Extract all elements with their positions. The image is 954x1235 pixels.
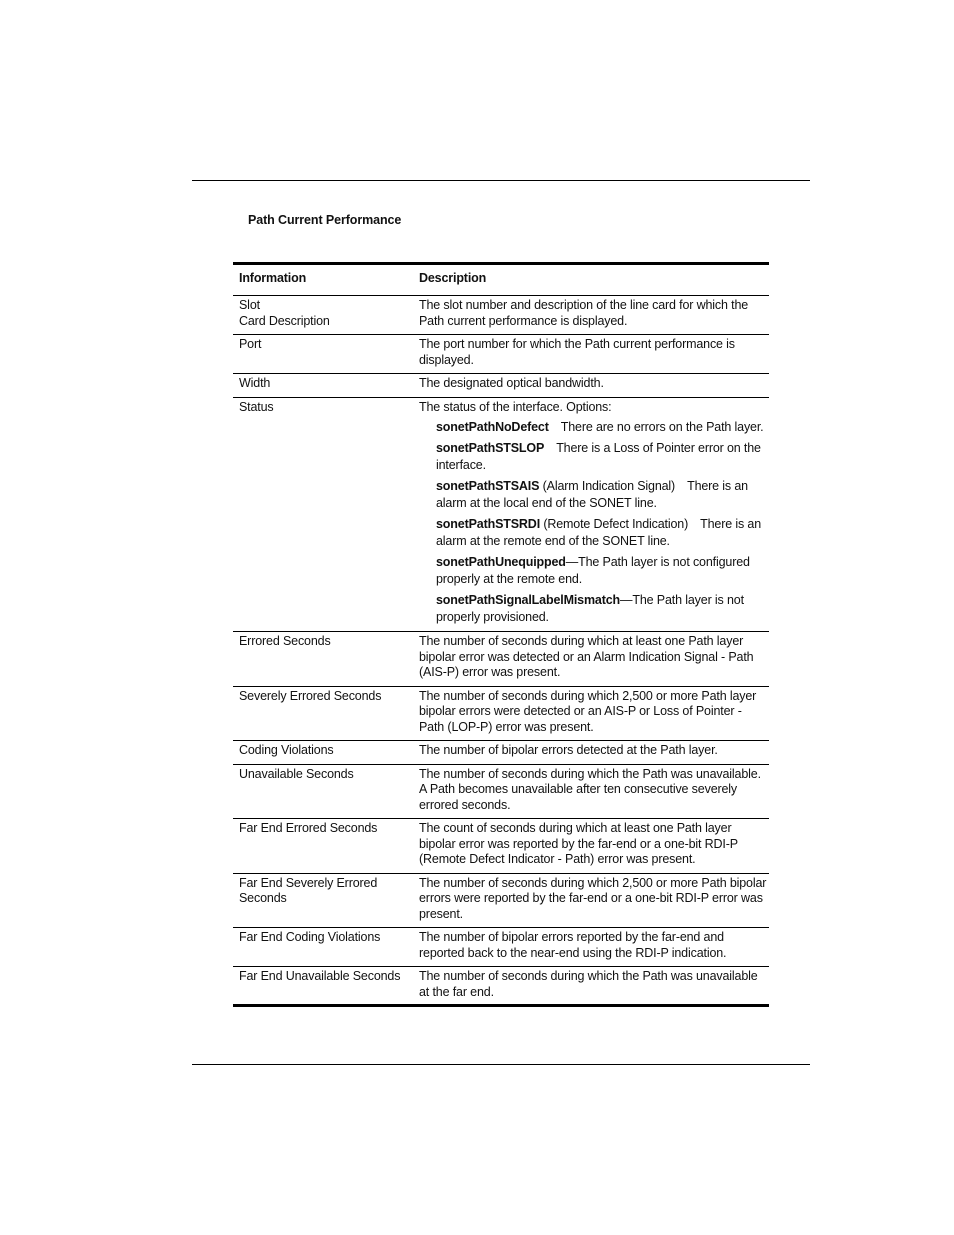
status-option-name: sonetPathSTSLOP (436, 441, 545, 455)
information-label: Far End Errored Seconds (239, 821, 378, 835)
description-cell (413, 632, 769, 687)
description-cell (413, 764, 769, 819)
description-cell (413, 296, 769, 335)
information-cell (233, 873, 413, 928)
table-row (233, 928, 769, 967)
information-label: Card Description (239, 313, 330, 328)
table-row (233, 741, 769, 765)
status-option (436, 478, 769, 512)
information-cell (233, 397, 413, 632)
table-header-row (233, 264, 769, 296)
information-label: Far End Unavailable Seconds (239, 969, 401, 983)
description-cell (413, 374, 769, 398)
description-text: The status of the interface. Options: (419, 399, 612, 414)
status-option (436, 419, 769, 436)
description-cell (413, 928, 769, 967)
information-cell (233, 764, 413, 819)
information-cell (233, 374, 413, 398)
description-text: The port number for which the Path current performance is displayed. (419, 337, 735, 367)
table-row (233, 686, 769, 741)
description-text: The number of bipolar errors reported by the far-end and reported back to the near-end using the RDI-P indication. (419, 930, 727, 960)
description-text: The number of seconds during which at least one Path layer bipolar error was detected or an Alarm Indication Signal - Path (AIS-P) error was present. (419, 634, 754, 679)
status-option-name: sonetPathSignalLabelMismatch (436, 593, 621, 607)
table-row (233, 764, 769, 819)
information-label: Unavailable Seconds (239, 766, 354, 781)
status-option-name: sonetPathSTSRDI (436, 517, 541, 531)
table-row (233, 335, 769, 374)
description-text: The number of bipolar errors detected at the Path layer. (419, 743, 718, 757)
status-option-qualifier: (Remote Defect Indication) (540, 517, 689, 531)
footer-rule (192, 1064, 810, 1065)
description-cell (413, 873, 769, 928)
description-cell (413, 397, 769, 632)
description-cell (413, 967, 769, 1006)
table-row (233, 967, 769, 1006)
table-body (233, 296, 769, 1006)
status-option (436, 554, 769, 588)
information-cell (233, 741, 413, 765)
status-option-text: There are no errors on the Path layer. (560, 420, 764, 434)
information-label: Coding Violations (239, 743, 334, 757)
information-label: Far End Severely Errored Seconds (239, 875, 378, 905)
description-cell (413, 686, 769, 741)
column-header-information: Information (233, 264, 413, 296)
status-option-qualifier: (Alarm Indication Signal) (539, 479, 676, 493)
table-row (233, 296, 769, 335)
header-rule (192, 180, 810, 181)
status-option-text: —The Path layer is not configured properly at the remote end. (436, 555, 750, 586)
information-label: Port (239, 337, 262, 351)
information-cell (233, 335, 413, 374)
information-cell (233, 967, 413, 1006)
information-label: Errored Seconds (239, 634, 331, 648)
description-cell (413, 741, 769, 765)
status-option-name: sonetPathUnequipped (436, 555, 566, 569)
description-text: The number of seconds during which 2,500 or more Path bipolar errors were reported by the far-end or a one-bit RDI-P error was present. (419, 875, 767, 921)
information-label: Far End Coding Violations (239, 930, 381, 944)
description-text: The number of seconds during which 2,500 or more Path layer bipolar errors were detected or an AIS-P or Loss of Pointer - Path (LOP-P) error was present. (419, 688, 757, 734)
information-label: Slot (239, 298, 260, 312)
table-row (233, 873, 769, 928)
description-text: The number of seconds during which the Path was unavailable. A Path becomes unavailable after ten consecutive severely errored seconds. (419, 766, 761, 812)
information-label: Width (239, 376, 271, 390)
information-cell (233, 632, 413, 687)
table-caption: Path Current Performance (248, 213, 402, 227)
table-row (233, 397, 769, 632)
information-cell (233, 296, 413, 335)
description-text: The number of seconds during which the Path was unavailable at the far end. (419, 969, 758, 999)
information-cell (233, 928, 413, 967)
table-row (233, 374, 769, 398)
description-text: The slot number and description of the line card for which the Path current performance is displayed. (419, 298, 749, 328)
status-option-name: sonetPathNoDefect (436, 420, 549, 434)
status-option (436, 592, 769, 626)
status-option-text: There is an alarm at the remote end of the SONET line. (436, 517, 762, 548)
status-option (436, 516, 769, 550)
description-text: The count of seconds during which at least one Path layer bipolar error was reported by the far-end or a one-bit RDI-P (Remote Defect Indicator - Path) error was present. (419, 821, 738, 866)
information-cell (233, 819, 413, 874)
information-label: Severely Errored Seconds (239, 688, 382, 703)
status-option-text: —The Path layer is not properly provisioned. (436, 593, 744, 624)
column-header-description: Description (413, 264, 769, 296)
status-option-text: There is an alarm at the local end of the SONET line. (436, 479, 748, 510)
status-option (436, 440, 769, 474)
description-cell (413, 819, 769, 874)
information-label: Status (239, 399, 274, 414)
table-row (233, 632, 769, 687)
information-cell (233, 686, 413, 741)
table-row (233, 819, 769, 874)
path-current-performance-table (233, 262, 769, 1007)
description-text: The designated optical bandwidth. (419, 376, 604, 390)
status-option-text: There is a Loss of Pointer error on the interface. (436, 441, 761, 472)
description-cell (413, 335, 769, 374)
status-option-name: sonetPathSTSAIS (436, 479, 540, 493)
